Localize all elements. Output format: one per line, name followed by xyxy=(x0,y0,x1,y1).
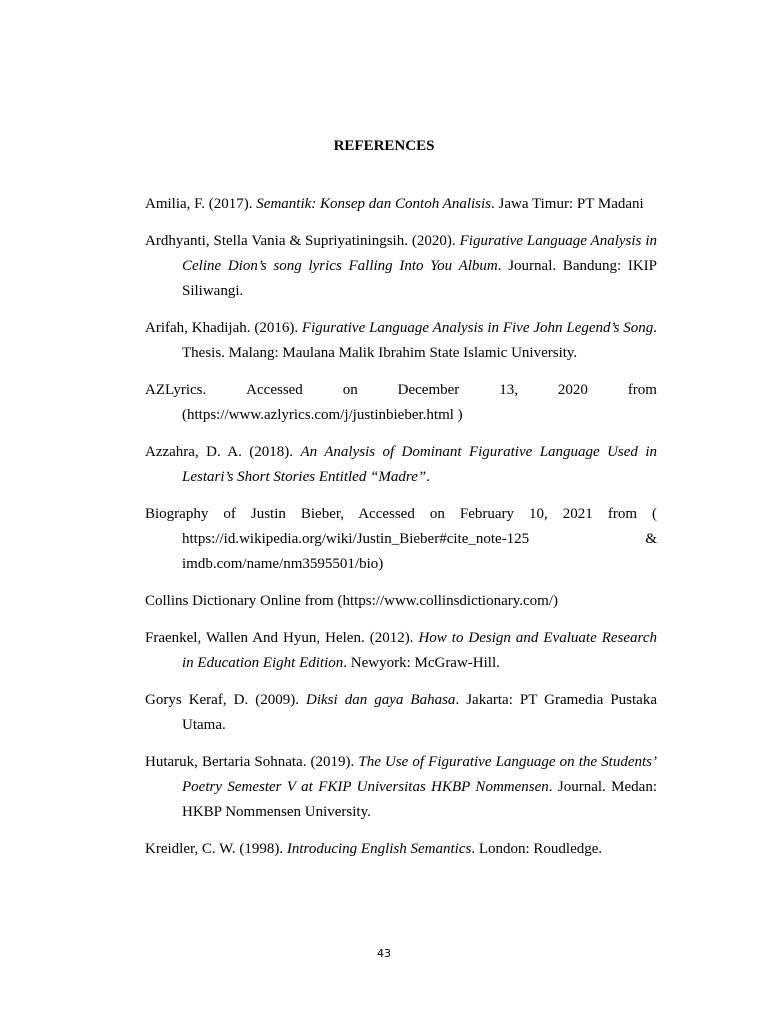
ref-publisher: . Jawa Timur: PT Madani xyxy=(491,196,644,212)
reference-entry xyxy=(145,750,657,825)
ref-title: The Use of Figurative Language on the Students’ Poetry Semester V at FKIP Universitas HKBP Nommensen xyxy=(182,754,657,795)
ref-authors: Fraenkel, Wallen And Hyun, Helen. (2012). xyxy=(145,630,419,646)
reference-entry xyxy=(145,688,657,738)
ref-authors: Amilia, F. (2017). xyxy=(145,196,257,212)
ref-publisher: . Jakarta: PT Gramedia Pustaka Utama. xyxy=(182,692,657,733)
ref-url: https://id.wikipedia.org/wiki/Justin_Bieber#cite_note-125 xyxy=(182,531,530,547)
ref-line: AZLyrics. Accessed on December 13, 2020 from xyxy=(145,382,657,398)
reference-entry xyxy=(145,316,657,366)
ref-title: Diksi dan gaya Bahasa xyxy=(306,692,456,708)
reference-entry xyxy=(145,589,657,614)
ref-url: imdb.com/name/nm3595501/bio) xyxy=(182,556,384,572)
reference-entry xyxy=(145,229,657,304)
reference-list xyxy=(145,192,657,874)
ref-title: Figurative Language Analysis in Five John Legend’s Song xyxy=(301,320,654,336)
ref-authors: Kreidler, C. W. (1998). xyxy=(145,841,287,857)
ref-authors: Gorys Keraf, D. (2009). xyxy=(145,692,307,708)
ref-publisher: . xyxy=(426,469,430,485)
page-title: REFERENCES xyxy=(333,138,435,154)
reference-entry xyxy=(145,378,657,428)
ref-title: How to Design and Evaluate Research in Education Eight Edition xyxy=(182,630,657,671)
page-number: 43 xyxy=(377,947,391,960)
reference-entry xyxy=(145,192,657,217)
ref-line: https://id.wikipedia.org/wiki/Justin_Bieber#cite_note-125 & xyxy=(145,527,657,552)
ref-publisher: . Newyork: McGraw-Hill. xyxy=(343,655,500,671)
ref-url: (https://www.azlyrics.com/j/justinbieber.html ) xyxy=(182,407,463,423)
ref-line: Biography of Justin Bieber, Accessed on February 10, 2021 from ( xyxy=(145,506,657,522)
reference-entry xyxy=(145,626,657,676)
ref-publisher: . Thesis. Malang: Maulana Malik Ibrahim State Islamic University. xyxy=(182,320,658,361)
reference-entry xyxy=(145,502,657,577)
ref-title: Semantik: Konsep dan Contoh Analisis xyxy=(256,196,492,212)
ref-authors: Hutaruk, Bertaria Sohnata. (2019). xyxy=(145,754,359,770)
ref-title: Figurative Language Analysis in Celine Dion’s song lyrics Falling Into You Album xyxy=(182,233,657,274)
ref-publisher: . London: Roudledge. xyxy=(471,841,603,857)
reference-entry xyxy=(145,440,657,490)
ref-title: An Analysis of Dominant Figurative Language Used in Lestari’s Short Stories Entitled “Madre” xyxy=(182,444,658,485)
ref-authors: Collins Dictionary Online from (https://www.collinsdictionary.com/) xyxy=(145,593,558,609)
ref-title: Introducing English Semantics xyxy=(286,841,472,857)
ref-authors: Azzahra, D. A. (2018). xyxy=(145,444,301,460)
reference-entry xyxy=(145,837,657,862)
ref-authors: Ardhyanti, Stella Vania & Supriyatiningsih. (2020). xyxy=(145,233,460,249)
ref-authors: Arifah, Khadijah. (2016). xyxy=(145,320,302,336)
ref-publisher: . Journal. Medan: HKBP Nommensen University. xyxy=(182,779,657,820)
ref-publisher: . Journal. Bandung: IKIP Siliwangi. xyxy=(182,258,657,299)
